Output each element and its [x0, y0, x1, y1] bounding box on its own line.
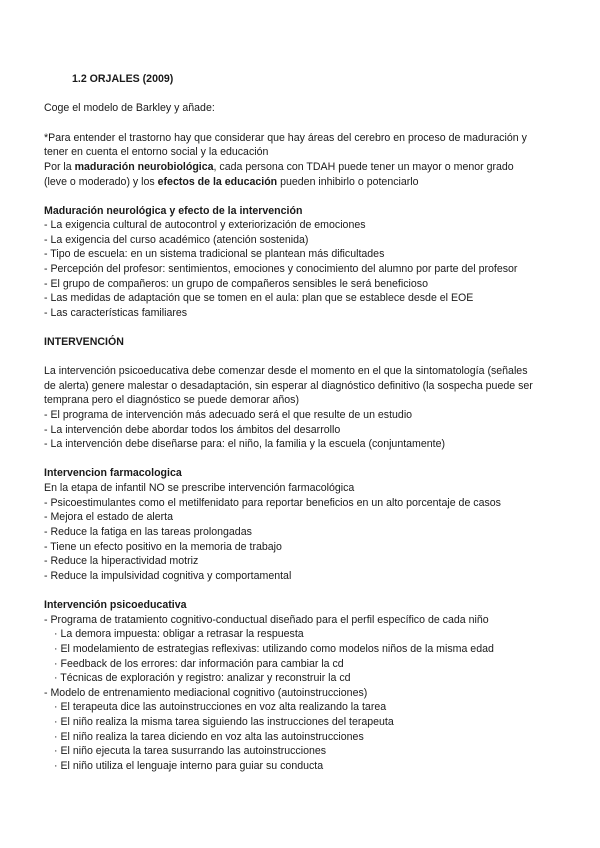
sub-list-item: · El niño utiliza el lenguaje interno para guiar su conducta: [54, 760, 324, 772]
para2-line-2: (leve o moderado) y los efectos de la educación pueden inhibirlo o potenciarlo: [44, 176, 419, 188]
list-item: - Tiene un efecto positivo en la memoria de trabajo: [44, 541, 282, 553]
heading-farmacologica: Intervencion farmacologica: [44, 467, 182, 479]
list-item: - Reduce la impulsividad cognitiva y comportamental: [44, 570, 292, 582]
sub-list-item: · El niño realiza la misma tarea siguiendo las instrucciones del terapeuta: [54, 716, 394, 728]
list-item: - Tipo de escuela: en un sistema tradicional se plantean más dificultades: [44, 248, 385, 260]
intervencion-para-line-3: temprana pero el diagnóstico se puede demorar años): [44, 394, 299, 406]
list-item: - Las características familiares: [44, 307, 188, 319]
sub-list-item: · La demora impuesta: obligar a retrasar la respuesta: [54, 628, 304, 640]
list-item: - Psicoestimulantes como el metilfenidato para reportar beneficios en un alto porcentaje de casos: [44, 497, 501, 509]
heading-intervencion: INTERVENCIÓN: [44, 336, 124, 348]
list-item: - La intervención debe diseñarse para: el niño, la familia y la escuela (conjuntamente): [44, 438, 446, 450]
list-item: - Modelo de entrenamiento mediacional cognitivo (autoinstrucciones): [44, 687, 368, 699]
heading-psicoeducativa: Intervención psicoeducativa: [44, 599, 187, 611]
list-item: - Reduce la hiperactividad motriz: [44, 555, 199, 567]
list-item: - El programa de intervención más adecuado será el que resulte de un estudio: [44, 409, 413, 421]
emphasis-maduracion: maduración neurobiológica: [74, 161, 214, 173]
intro-text: Coge el modelo de Barkley y añade:: [44, 102, 215, 114]
list-item: - Reduce la fatiga en las tareas prolongadas: [44, 526, 252, 538]
para1-line-2: tener en cuenta el entorno social y la educación: [44, 146, 269, 158]
sub-list-item: · Feedback de los errores: dar información para cambiar la cd: [54, 658, 344, 670]
para1-line-1: *Para entender el trastorno hay que considerar que hay áreas del cerebro en proceso de maduración y: [44, 132, 527, 144]
list-item: - Programa de tratamiento cognitivo-conductual diseñado para el perfil específico de cada niño: [44, 614, 489, 626]
list-item: - Mejora el estado de alerta: [44, 511, 173, 523]
sub-list-item: · El niño realiza la tarea diciendo en voz alta las autoinstrucciones: [54, 731, 364, 743]
para2-line-1: Por la maduración neurobiológica, cada persona con TDAH puede tener un mayor o menor grado: [44, 161, 514, 173]
list-item: - La exigencia cultural de autocontrol y exteriorización de emociones: [44, 219, 366, 231]
list-item: - La intervención debe abordar todos los ámbitos del desarrollo: [44, 424, 341, 436]
farmacologica-intro: En la etapa de infantil NO se prescribe intervención farmacológica: [44, 482, 355, 494]
sub-list-item: · El terapeuta dice las autoinstrucciones en voz alta realizando la tarea: [54, 701, 387, 713]
sub-list-item: · El modelamiento de estrategias reflexivas: utilizando como modelos niños de la misma edad: [54, 643, 494, 655]
list-item: - Las medidas de adaptación que se tomen en el aula: plan que se establece desde el EOE: [44, 292, 474, 304]
sub-list-item: · El niño ejecuta la tarea susurrando las autoinstrucciones: [54, 745, 327, 757]
section-title: 1.2 ORJALES (2009): [72, 73, 174, 85]
heading-maduracion: Maduración neurológica y efecto de la intervención: [44, 205, 303, 217]
intervencion-para-line-1: La intervención psicoeducativa debe comenzar desde el momento en el que la sintomatología (señales: [44, 365, 528, 377]
list-item: - Percepción del profesor: sentimientos, emociones y conocimiento del alumno por parte del profesor: [44, 263, 518, 275]
emphasis-efectos: efectos de la educación: [157, 176, 278, 188]
intervencion-para-line-2: de alerta) genere malestar o desadaptación, sin esperar al diagnóstico definitivo (la sospecha puede ser: [44, 380, 533, 392]
sub-list-item: · Técnicas de exploración y registro: analizar y reconstruir la cd: [54, 672, 351, 684]
list-item: - El grupo de compañeros: un grupo de compañeros sensibles le será beneficioso: [44, 278, 428, 290]
list-item: - La exigencia del curso académico (atención sostenida): [44, 234, 309, 246]
